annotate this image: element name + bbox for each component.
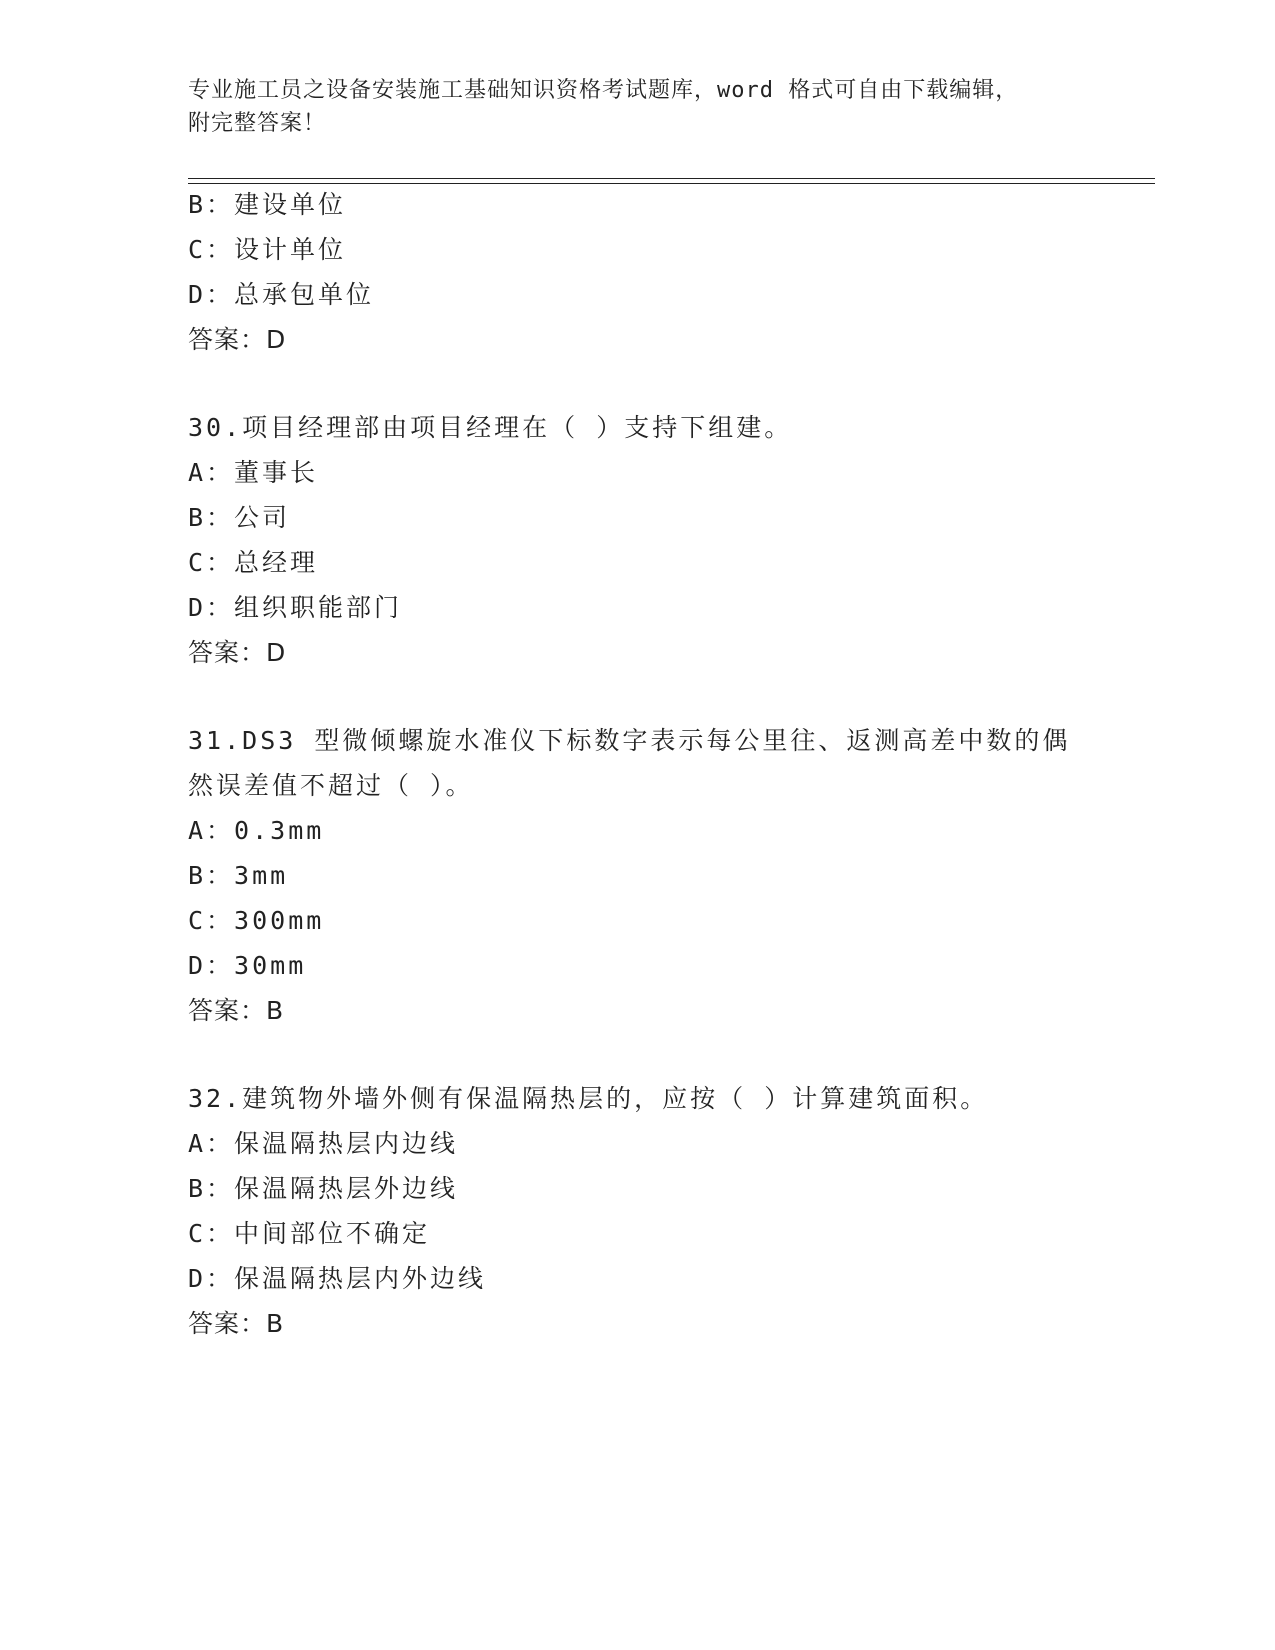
header-line-1: 专业施工员之设备安装施工基础知识资格考试题库，word 格式可自由下载编辑，	[188, 78, 1019, 103]
q31-stem-line-2: 然误差值不超过（ ）。	[188, 771, 474, 800]
q30-answer: 答案：D	[188, 638, 287, 667]
q30-option-c: C：总经理	[188, 548, 319, 577]
q30-option-d: D：组织职能部门	[188, 593, 403, 622]
q29-option-c: C：设计单位	[188, 235, 347, 264]
q32-option-a: A：保温隔热层内边线	[188, 1129, 459, 1158]
q31-stem-line-1: 31.DS3 型微倾螺旋水准仪下标数字表示每公里往、返测高差中数的偶	[188, 726, 1071, 755]
q30-option-a: A：董事长	[188, 458, 319, 487]
document-header-note	[188, 74, 1088, 140]
header-line-2: 附完整答案！	[188, 111, 327, 136]
q31-option-d: D：30mm	[188, 951, 307, 980]
q32-option-d: D：保温隔热层内外边线	[188, 1264, 487, 1293]
q29-option-d: D：总承包单位	[188, 280, 375, 309]
q29-answer: 答案：D	[188, 325, 287, 354]
q31-option-c: C：300mm	[188, 906, 325, 935]
q29-option-b: B：建设单位	[188, 190, 347, 219]
q30-stem: 30.项目经理部由项目经理在（ ）支持下组建。	[188, 413, 793, 442]
q31-answer: 答案：B	[188, 996, 285, 1025]
header-divider-top	[188, 178, 1155, 179]
q32-stem: 32.建筑物外墙外侧有保温隔热层的，应按（ ）计算建筑面积。	[188, 1084, 989, 1113]
q31-option-b: B：3mm	[188, 861, 289, 890]
q32-answer: 答案：B	[188, 1309, 285, 1338]
header-divider-bottom	[188, 183, 1155, 184]
q30-option-b: B：公司	[188, 503, 291, 532]
q32-option-b: B：保温隔热层外边线	[188, 1174, 459, 1203]
q32-option-c: C：中间部位不确定	[188, 1219, 431, 1248]
q31-option-a: A：0.3mm	[188, 816, 325, 845]
